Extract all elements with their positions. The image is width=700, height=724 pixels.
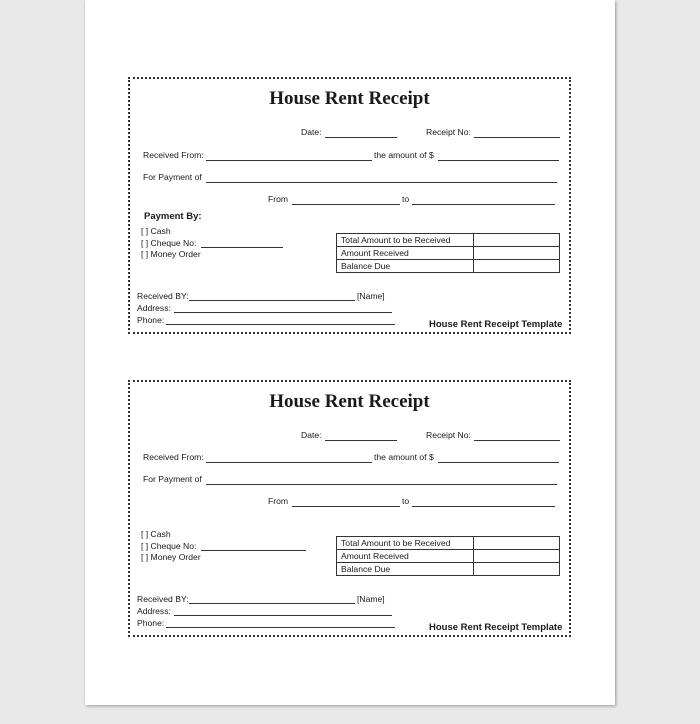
address-label: Address: <box>137 303 171 313</box>
total-amount-cell[interactable] <box>474 537 560 550</box>
cheque-checkbox[interactable]: [ ] Cheque No: <box>141 238 197 248</box>
amount-label: the amount of $ <box>374 452 434 462</box>
table-row <box>337 537 560 550</box>
name-label: [Name] <box>357 594 385 604</box>
amount-field[interactable] <box>438 462 559 463</box>
table-row <box>337 247 560 260</box>
receipt-title: House Rent Receipt <box>269 391 430 412</box>
to-label: to <box>402 194 410 204</box>
address-label: Address: <box>137 606 171 616</box>
amount-label: the amount of $ <box>374 150 434 160</box>
receipt-form-1 <box>128 77 571 334</box>
receipt-title: House Rent Receipt <box>269 88 430 109</box>
date-label: Date: <box>301 127 322 137</box>
table-row <box>337 260 560 273</box>
template-footer: House Rent Receipt Template <box>429 319 563 330</box>
amount-received-label: Amount Received <box>337 247 474 260</box>
to-field[interactable] <box>412 506 555 507</box>
date-field[interactable] <box>325 440 397 441</box>
received-from-field[interactable] <box>206 462 372 463</box>
amount-field[interactable] <box>438 160 559 161</box>
received-by-label: Received BY: <box>137 594 189 604</box>
receipt-no-label: Receipt No: <box>426 430 471 440</box>
cheque-checkbox[interactable]: [ ] Cheque No: <box>141 541 197 551</box>
receipt-no-field[interactable] <box>474 137 560 138</box>
receipt-no-field[interactable] <box>474 440 560 441</box>
table-row <box>337 563 560 576</box>
total-amount-label: Total Amount to be Received <box>337 537 474 550</box>
to-label: to <box>402 496 410 506</box>
cash-checkbox[interactable]: [ ] Cash <box>141 529 171 539</box>
phone-field[interactable] <box>166 627 395 628</box>
phone-label: Phone: <box>137 315 165 325</box>
balance-due-label: Balance Due <box>337 260 474 273</box>
received-by-label: Received BY: <box>137 291 189 301</box>
phone-field[interactable] <box>166 324 395 325</box>
date-label: Date: <box>301 430 322 440</box>
cheque-no-field[interactable] <box>201 247 283 248</box>
payment-by-label: Payment By: <box>144 211 202 222</box>
table-row <box>337 550 560 563</box>
amount-received-cell[interactable] <box>474 247 560 260</box>
for-payment-label: For Payment of <box>143 172 202 182</box>
name-label: [Name] <box>357 291 385 301</box>
cheque-no-field[interactable] <box>201 550 306 551</box>
total-amount-cell[interactable] <box>474 234 560 247</box>
balance-due-cell[interactable] <box>474 260 560 273</box>
total-amount-label: Total Amount to be Received <box>337 234 474 247</box>
received-from-label: Received From: <box>143 150 204 160</box>
cash-checkbox[interactable]: [ ] Cash <box>141 226 171 236</box>
amounts-table <box>336 536 560 576</box>
phone-label: Phone: <box>137 618 165 628</box>
table-row <box>337 234 560 247</box>
address-field[interactable] <box>174 312 392 313</box>
address-field[interactable] <box>174 615 392 616</box>
money-order-checkbox[interactable]: [ ] Money Order <box>141 249 201 259</box>
to-field[interactable] <box>412 204 555 205</box>
money-order-checkbox[interactable]: [ ] Money Order <box>141 552 201 562</box>
from-field[interactable] <box>292 204 400 205</box>
balance-due-label: Balance Due <box>337 563 474 576</box>
amount-received-label: Amount Received <box>337 550 474 563</box>
for-payment-field[interactable] <box>206 484 557 485</box>
received-from-field[interactable] <box>206 160 372 161</box>
amount-received-cell[interactable] <box>474 550 560 563</box>
balance-due-cell[interactable] <box>474 563 560 576</box>
from-label: From <box>268 194 289 204</box>
for-payment-label: For Payment of <box>143 474 202 484</box>
received-by-field[interactable] <box>189 603 355 604</box>
from-field[interactable] <box>292 506 400 507</box>
receipt-form-2 <box>128 380 571 637</box>
for-payment-field[interactable] <box>206 182 557 183</box>
template-footer: House Rent Receipt Template <box>429 622 563 633</box>
date-field[interactable] <box>325 137 397 138</box>
from-label: From <box>268 496 289 506</box>
amounts-table <box>336 233 560 273</box>
received-from-label: Received From: <box>143 452 204 462</box>
received-by-field[interactable] <box>189 300 355 301</box>
receipt-no-label: Receipt No: <box>426 127 471 137</box>
